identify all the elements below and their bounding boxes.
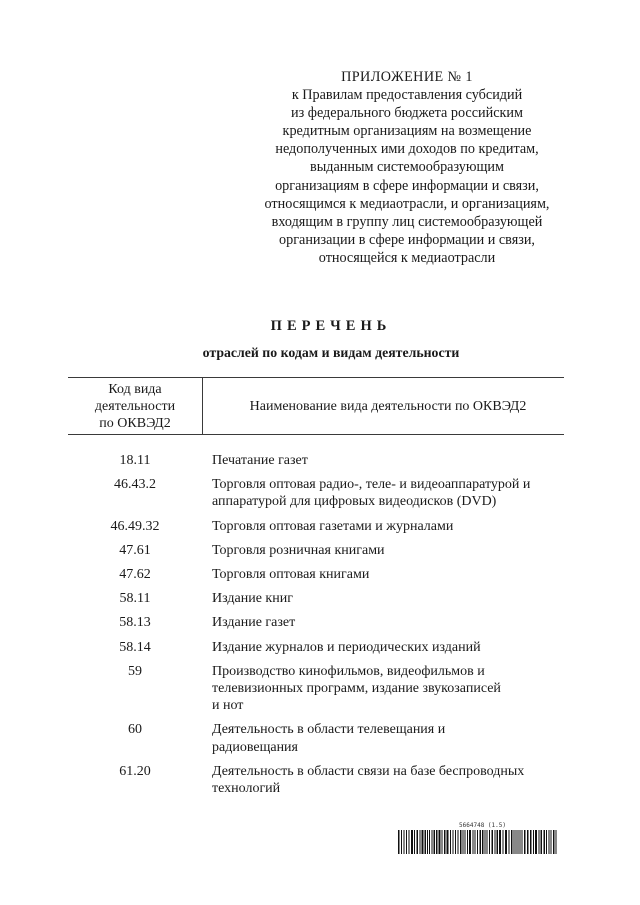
barcode-bar bbox=[541, 830, 543, 854]
row-code: 58.13 bbox=[119, 615, 151, 631]
row-name bbox=[202, 476, 560, 510]
barcode-bar bbox=[509, 830, 510, 854]
table-row bbox=[68, 590, 564, 607]
table-row bbox=[68, 721, 564, 755]
row-name-line: Деятельность в области связи на базе беспроводных bbox=[212, 763, 525, 779]
row-code: 47.62 bbox=[119, 567, 151, 583]
appendix-line: недополученных ими доходов по кредитам, bbox=[275, 141, 539, 158]
barcode-bar bbox=[514, 830, 515, 854]
barcode-icon bbox=[398, 830, 558, 854]
appendix-line: относящейся к медиаотрасли bbox=[318, 249, 496, 266]
barcode-bar bbox=[467, 830, 468, 854]
row-name bbox=[202, 518, 560, 535]
row-name bbox=[202, 590, 560, 607]
row-code: 61.20 bbox=[119, 763, 151, 779]
header-code-line: деятельности bbox=[94, 399, 176, 414]
table-row bbox=[68, 663, 564, 715]
barcode-bar bbox=[505, 830, 507, 854]
barcode-bar bbox=[404, 830, 405, 854]
row-name bbox=[202, 763, 560, 797]
barcode-bar bbox=[524, 830, 526, 854]
barcode-bar bbox=[533, 830, 534, 854]
barcode-bar bbox=[482, 830, 484, 854]
row-name-line: Печатание газет bbox=[212, 453, 308, 468]
barcode-bar bbox=[406, 830, 407, 854]
table-row bbox=[68, 518, 564, 535]
row-name-line: аппаратурой для цифровых видеодисков (DVD) bbox=[212, 494, 497, 510]
barcode-bar bbox=[527, 830, 529, 854]
barcode-bar bbox=[432, 830, 433, 854]
table-header bbox=[68, 377, 564, 435]
barcode-bar bbox=[480, 830, 482, 854]
barcode-bar bbox=[414, 830, 415, 854]
row-name-line: Торговля оптовая газетами и журналами bbox=[212, 518, 454, 534]
row-name bbox=[202, 663, 560, 715]
barcode-bar bbox=[520, 830, 521, 854]
barcode-bar bbox=[544, 830, 546, 854]
row-name-line: и нот bbox=[212, 698, 244, 714]
barcode-bar bbox=[409, 830, 410, 854]
row-code: 58.14 bbox=[119, 639, 151, 655]
barcode-bar bbox=[477, 830, 478, 854]
barcode-bar bbox=[463, 830, 464, 854]
barcode-bar bbox=[417, 830, 419, 854]
row-name-line: Торговля оптовая радио-, теле- и видеоаппаратурой и bbox=[212, 477, 531, 493]
activities-table bbox=[68, 377, 564, 804]
barcode-bar bbox=[453, 830, 454, 854]
barcode-bar bbox=[411, 830, 413, 854]
barcode-bar bbox=[420, 830, 421, 854]
barcode-bar bbox=[518, 830, 519, 854]
barcode-bar bbox=[516, 830, 517, 854]
barcode-bar bbox=[489, 830, 490, 854]
header-code-line: Код вида bbox=[108, 382, 162, 397]
appendix-line: кредитным организациям на возмещение bbox=[282, 123, 532, 140]
barcode-number: 5664748 (1.5) bbox=[459, 822, 506, 829]
list-title: ПЕРЕЧЕНЬ bbox=[270, 318, 392, 334]
appendix-line: из федерального бюджета российским bbox=[291, 105, 523, 122]
header-name-column: Наименование вида деятельности по ОКВЭД2 bbox=[249, 399, 527, 414]
barcode-bar bbox=[473, 830, 474, 854]
barcode-bar bbox=[553, 830, 555, 854]
barcode-bar bbox=[434, 830, 436, 854]
barcode-bar bbox=[475, 830, 476, 854]
table-row bbox=[68, 763, 564, 797]
barcode-bar bbox=[425, 830, 427, 854]
barcode-bar bbox=[485, 830, 486, 854]
barcode-bar bbox=[422, 830, 424, 854]
table-row bbox=[68, 542, 564, 559]
appendix-line: относящимся к медиаотрасли, и организациям, bbox=[264, 195, 550, 212]
barcode-bar bbox=[546, 830, 547, 854]
row-name-line: Деятельность в области телевещания и bbox=[212, 722, 446, 738]
appendix-block bbox=[248, 68, 566, 267]
barcode-bar bbox=[427, 830, 428, 854]
row-name bbox=[202, 721, 560, 755]
barcode-bar bbox=[539, 830, 540, 854]
barcode-bar bbox=[436, 830, 438, 854]
appendix-line: к Правилам предоставления субсидий bbox=[291, 87, 523, 104]
barcode-bar bbox=[447, 830, 449, 854]
row-name-line: технологий bbox=[212, 781, 281, 797]
barcode-bar bbox=[460, 830, 462, 854]
table-body bbox=[68, 452, 564, 797]
row-name-line: Торговля розничная книгами bbox=[212, 542, 385, 558]
appendix-line: выданным системообразующим bbox=[310, 159, 504, 176]
row-code: 46.49.32 bbox=[110, 518, 160, 534]
table-row bbox=[68, 476, 564, 510]
row-name bbox=[202, 614, 560, 631]
barcode-bar bbox=[455, 830, 456, 854]
barcode-bar bbox=[442, 830, 443, 854]
table-row bbox=[68, 614, 564, 631]
barcode-bar bbox=[535, 830, 537, 854]
barcode-block bbox=[398, 822, 558, 854]
table-row bbox=[68, 639, 564, 656]
barcode-bar bbox=[458, 830, 459, 854]
row-name-line: радиовещания bbox=[212, 739, 298, 755]
row-name-line: телевизионных программ, издание звукозаписей bbox=[212, 681, 501, 697]
barcode-bar bbox=[497, 830, 499, 854]
barcode-bar bbox=[503, 830, 504, 854]
barcode-bar bbox=[469, 830, 471, 854]
table-row bbox=[68, 566, 564, 583]
row-name-line: Издание газет bbox=[212, 615, 296, 631]
barcode-bar bbox=[495, 830, 496, 854]
barcode-bar bbox=[401, 830, 402, 854]
barcode-bar bbox=[450, 830, 451, 854]
table-row bbox=[68, 452, 564, 469]
row-name bbox=[202, 542, 560, 559]
appendix-line: организации в сфере информации и связи, bbox=[279, 231, 535, 248]
header-column-divider bbox=[202, 378, 203, 434]
row-name-line: Торговля оптовая книгами bbox=[212, 567, 370, 583]
row-code: 47.61 bbox=[119, 542, 151, 558]
barcode-bar bbox=[439, 830, 441, 854]
row-code: 46.43.2 bbox=[114, 477, 156, 493]
barcode-bar bbox=[487, 830, 488, 854]
barcode-bar bbox=[465, 830, 466, 854]
list-subtitle: отраслей по кодам и видам деятельности bbox=[202, 345, 460, 360]
row-code: 18.11 bbox=[119, 453, 151, 468]
barcode-bar bbox=[556, 830, 557, 854]
barcode-bar bbox=[429, 830, 430, 854]
appendix-line: организациям в сфере информации и связи, bbox=[275, 177, 539, 194]
barcode-bar bbox=[522, 830, 523, 854]
barcode-bar bbox=[492, 830, 494, 854]
barcode-bar bbox=[499, 830, 501, 854]
row-code: 58.11 bbox=[119, 591, 151, 607]
row-name-line: Издание журналов и периодических изданий bbox=[212, 639, 481, 655]
barcode-bar bbox=[398, 830, 400, 854]
row-name bbox=[202, 639, 560, 656]
row-name bbox=[202, 566, 560, 583]
row-code: 59 bbox=[128, 663, 142, 679]
row-name-line: Издание книг bbox=[212, 591, 293, 607]
barcode-bar bbox=[444, 830, 446, 854]
row-code: 60 bbox=[128, 722, 142, 738]
row-name bbox=[202, 452, 560, 469]
appendix-title: ПРИЛОЖЕНИЕ № 1 bbox=[341, 69, 473, 85]
barcode-bar bbox=[549, 830, 550, 854]
header-code-line: по ОКВЭД2 bbox=[99, 416, 171, 431]
barcode-bar bbox=[511, 830, 513, 854]
barcode-bar bbox=[530, 830, 532, 854]
barcode-bar bbox=[551, 830, 552, 854]
appendix-line: входящим в группу лиц системообразующей bbox=[271, 213, 543, 230]
header-code-column bbox=[68, 381, 202, 432]
row-name-line: Производство кинофильмов, видеофильмов и bbox=[212, 663, 485, 679]
